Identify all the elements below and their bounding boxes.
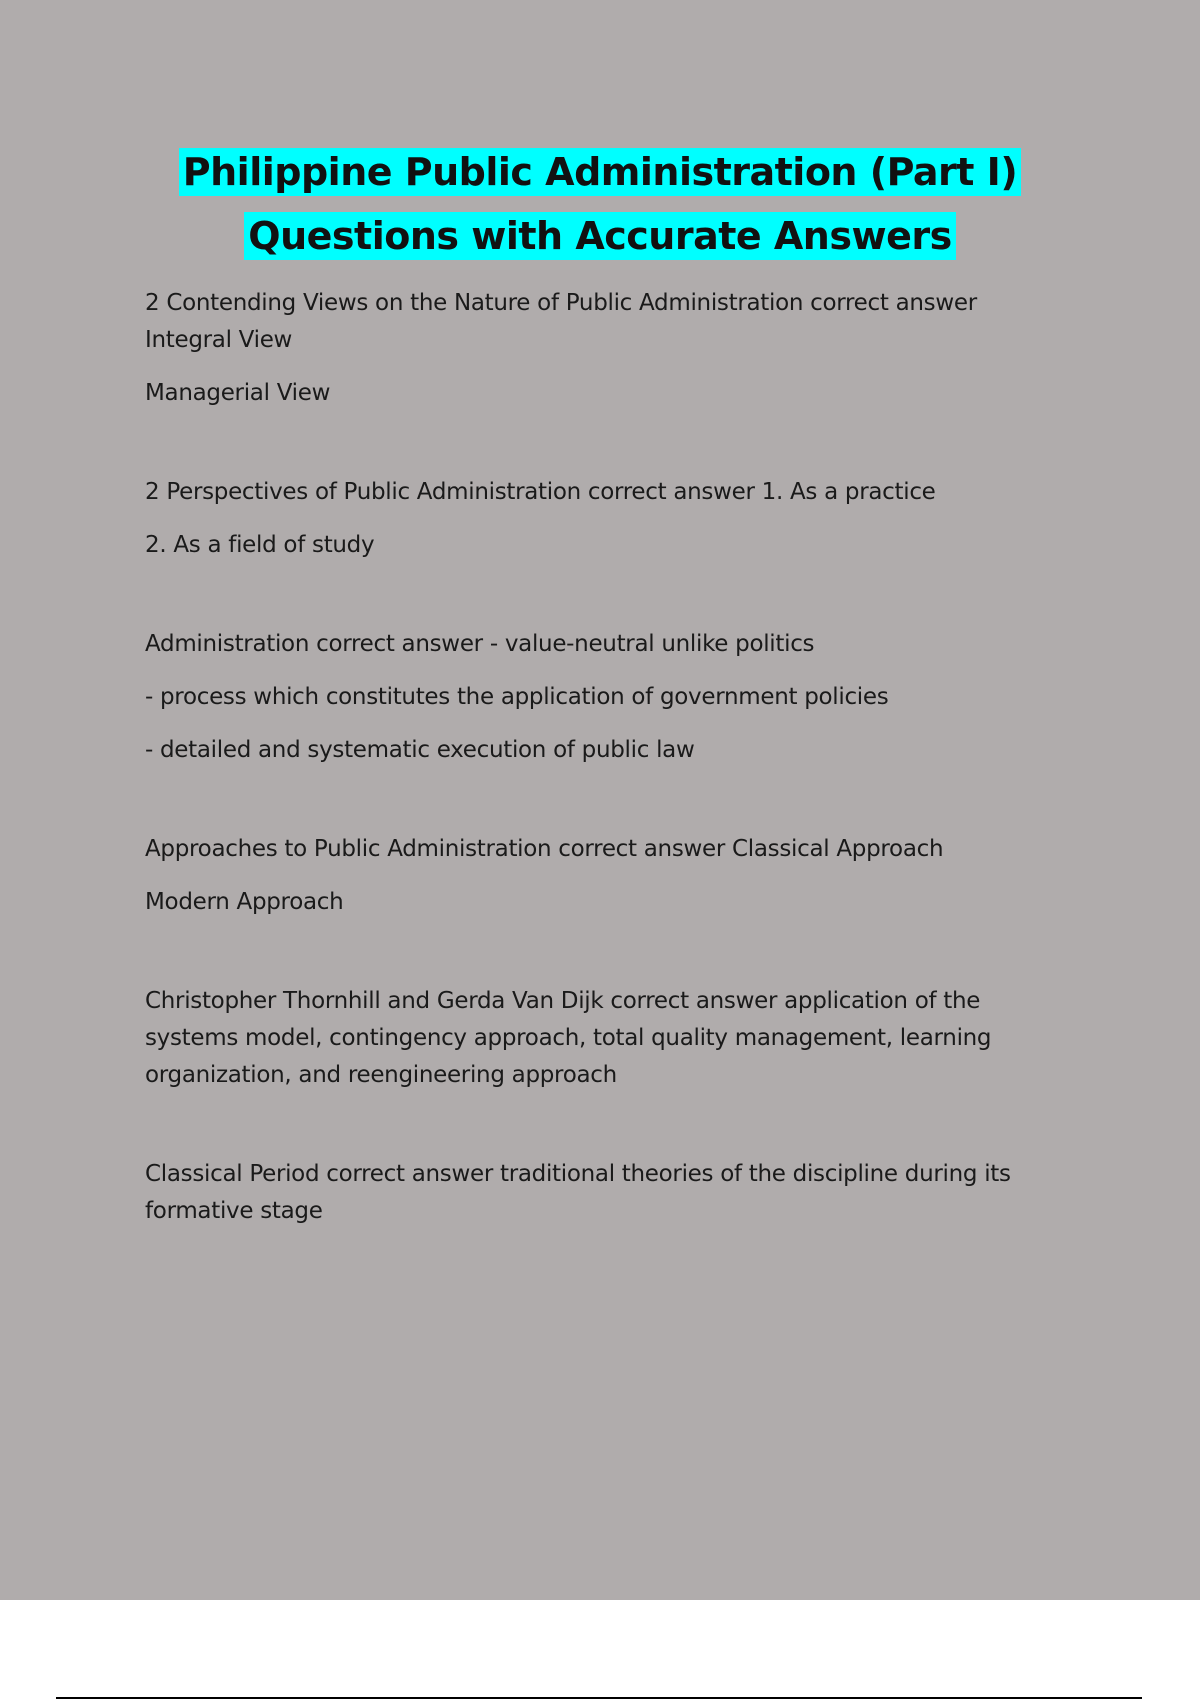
qa-list: [145, 285, 1045, 1246]
qa-entry: [145, 285, 1045, 412]
qa-entry: [145, 474, 1045, 564]
qa-line: Classical Period correct answer traditional theories of the discipline during its formative stage: [145, 1161, 1011, 1224]
footer-rule: [56, 1697, 1142, 1699]
qa-line: 2 Contending Views on the Nature of Public Administration correct answer Integral View: [145, 290, 977, 353]
qa-line: 2 Perspectives of Public Administration correct answer 1. As a practice: [145, 479, 936, 505]
qa-line: Administration correct answer - value-neutral unlike politics: [145, 631, 815, 657]
qa-line: - detailed and systematic execution of public law: [145, 737, 695, 763]
qa-entry: [145, 1156, 1045, 1230]
qa-entry: [145, 831, 1045, 921]
document-title: [0, 140, 1200, 268]
qa-line: Christopher Thornhill and Gerda Van Dijk correct answer application of the systems model, contingency approach, total quality management, learning organization, and reengineering approach: [145, 988, 992, 1088]
title-line-1: Philippine Public Administration (Part I): [179, 148, 1021, 196]
qa-entry: [145, 626, 1045, 769]
qa-line: Modern Approach: [145, 889, 344, 915]
qa-entry: [145, 983, 1045, 1094]
qa-line: 2. As a field of study: [145, 532, 375, 558]
qa-line: Approaches to Public Administration correct answer Classical Approach: [145, 836, 944, 862]
qa-line: - process which constitutes the application of government policies: [145, 684, 889, 710]
title-line-2: Questions with Accurate Answers: [244, 212, 955, 260]
qa-line: Managerial View: [145, 380, 331, 406]
